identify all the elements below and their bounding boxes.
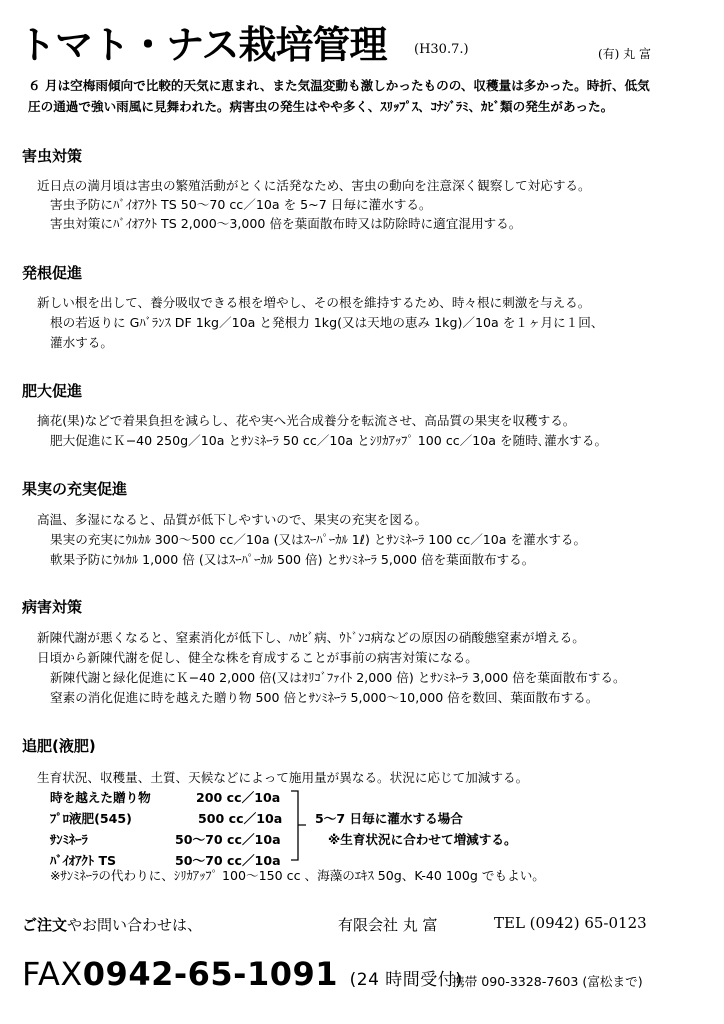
section-heading-fruit: 果実の充実促進 [22,480,128,498]
fertilizer-amount: 50～70 cc／10a [175,832,281,847]
fruit-line-3: 軟果予防にｳﾙｶﾙ 1,000 倍 (又はｽｰﾊﾟｰｶﾙ 500 倍) とｻﾝﾐﾈｰﾗ 5,000 倍を葉面散布する。 [50,552,535,567]
disease-line-4: 窒素の消化促進に時を越えた贈り物 500 倍とｻﾝﾐﾈｰﾗ 5,000～10,000 倍を数回、葉面散布する。 [50,690,599,705]
section-heading-pest: 害虫対策 [22,147,83,165]
disease-line-2: 日頃から新陳代謝を促し、健全な株を育成することが事前の病害対策になる。 [37,650,478,665]
rooting-line-1: 新しい根を出して、養分吸収できる根を増やし、その根を維持するため、時々根に刺激を与える。 [37,295,591,310]
fertilizer-name: ｻﾝﾐﾈｰﾗ [50,832,88,847]
order-text [22,914,202,935]
fertilizer-name: ﾌﾟﾛ液肥(545) [50,811,132,826]
section-heading-enlargement: 肥大促進 [22,382,83,400]
mobile-number: 携帯 090-3328-7603 (富松まで) [452,974,643,989]
fertilizer-note-2: ※生育状況に合わせて増減する。 [328,832,517,847]
pest-line-2: 害虫予防にﾊﾞｲｵｱｸﾄ TS 50～70 cc／10a を 5~7 日毎に灌水する。 [50,197,432,212]
fertilizer-amount: 200 cc／10a [196,790,281,805]
enlargement-line-2: 肥大促進にＫ−40 250g／10a とｻﾝﾐﾈｰﾗ 50 cc／10a とｼﾘｶｱｯﾌﾟ 100 cc／10a を随時､灌水する。 [50,433,608,448]
fertilizer-note-1: 5～7 日毎に灌水する場合 [315,811,463,826]
fruit-line-2: 果実の充実にｳﾙｶﾙ 300～500 cc／10a (又はｽｰﾊﾟｰｶﾙ 1ℓ) とｻﾝﾐﾈｰﾗ 100 cc／10a を灌水する。 [50,532,587,547]
intro-line-1: ６ 月は空梅雨傾向で比較的天気に恵まれ、また気温変動も激しかったものの、収穫量は多かった。時折、低気 [28,78,650,93]
order-label: ご注文 [22,916,68,934]
section-heading-topdressing: 追肥(液肥) [22,737,96,755]
fax-block [22,955,462,993]
document-title: トマト・ナス栽培管理 [18,23,387,67]
fax-number: 0942-65-1091 [82,955,338,993]
rooting-line-2: 根の若返りに Gﾊﾞﾗﾝｽ DF 1kg／10a と発根力 1kg(又は天地の恵み 1kg)／10a を１ヶ月に１回、 [50,315,604,330]
company-name-header: (有) 丸 富 [598,47,651,61]
fertilizer-footnote: ※ｻﾝﾐﾈｰﾗの代わりに、ｼﾘｶｱｯﾌﾟ 100～150 cc 、海藻のｴｷｽ 50g、K-40 100g でもよい。 [50,868,545,883]
section-heading-disease: 病害対策 [22,598,83,616]
intro-line-2: 圧の通過で強い雨風に見舞われた。病害虫の発生はやや多く、ｽﾘｯﾌﾟｽ、ｺﾅｼﾞﾗﾐ、ｶﾋﾞ類の発生があった。 [28,99,614,114]
section-heading-rooting: 発根促進 [22,264,83,282]
fertilizer-name: ﾊﾞｲｵｱｸﾄ TS [50,853,117,868]
table-bracket [290,790,310,862]
topdressing-line-1: 生育状況、収穫量、土質、天候などによって施用量が異なる。状況に応じて加減する。 [37,770,529,785]
fertilizer-name: 時を越えた贈り物 [50,790,151,805]
pest-line-1: 近日点の満月頃は害虫の繁殖活動がとくに活発なため、害虫の動向を注意深く観察して対応する。 [37,178,591,193]
rooting-line-3: 灌水する。 [50,335,113,350]
tel-number: TEL (0942) 65-0123 [494,914,647,932]
issue-date: (H30.7.) [414,42,469,57]
order-inquiry: やお問い合わせは、 [67,916,203,934]
disease-line-1: 新陳代謝が悪くなると、窒素消化が低下し、ﾊｶﾋﾞ病、ｳﾄﾞﾝｺ病などの原因の硝酸態窒素が増える。 [37,630,585,645]
pest-line-3: 害虫対策にﾊﾞｲｵｱｸﾄ TS 2,000～3,000 倍を葉面散布時又は防除時に適宜混用する。 [50,216,522,231]
fax-label: FAX [22,955,83,993]
company-name-footer: 有限会社 丸 富 [338,916,438,934]
fruit-line-1: 高温、多湿になると、品質が低下しやすいので、果実の充実を図る。 [37,512,428,527]
fax-note: (24 時間受付) [349,970,463,990]
fertilizer-amount: 500 cc／10a [198,811,283,826]
fertilizer-amount: 50～70 cc／10a [175,853,281,868]
enlargement-line-1: 摘花(果)などで着果負担を減らし、花や実へ光合成養分を転流させ、高品質の果実を収穫する。 [37,413,576,428]
disease-line-3: 新陳代謝と緑化促進にＫ−40 2,000 倍(又はｵﾘｺﾞﾌｧｲﾄ 2,000 倍) とｻﾝﾐﾈｰﾗ 3,000 倍を葉面散布する。 [50,670,626,685]
